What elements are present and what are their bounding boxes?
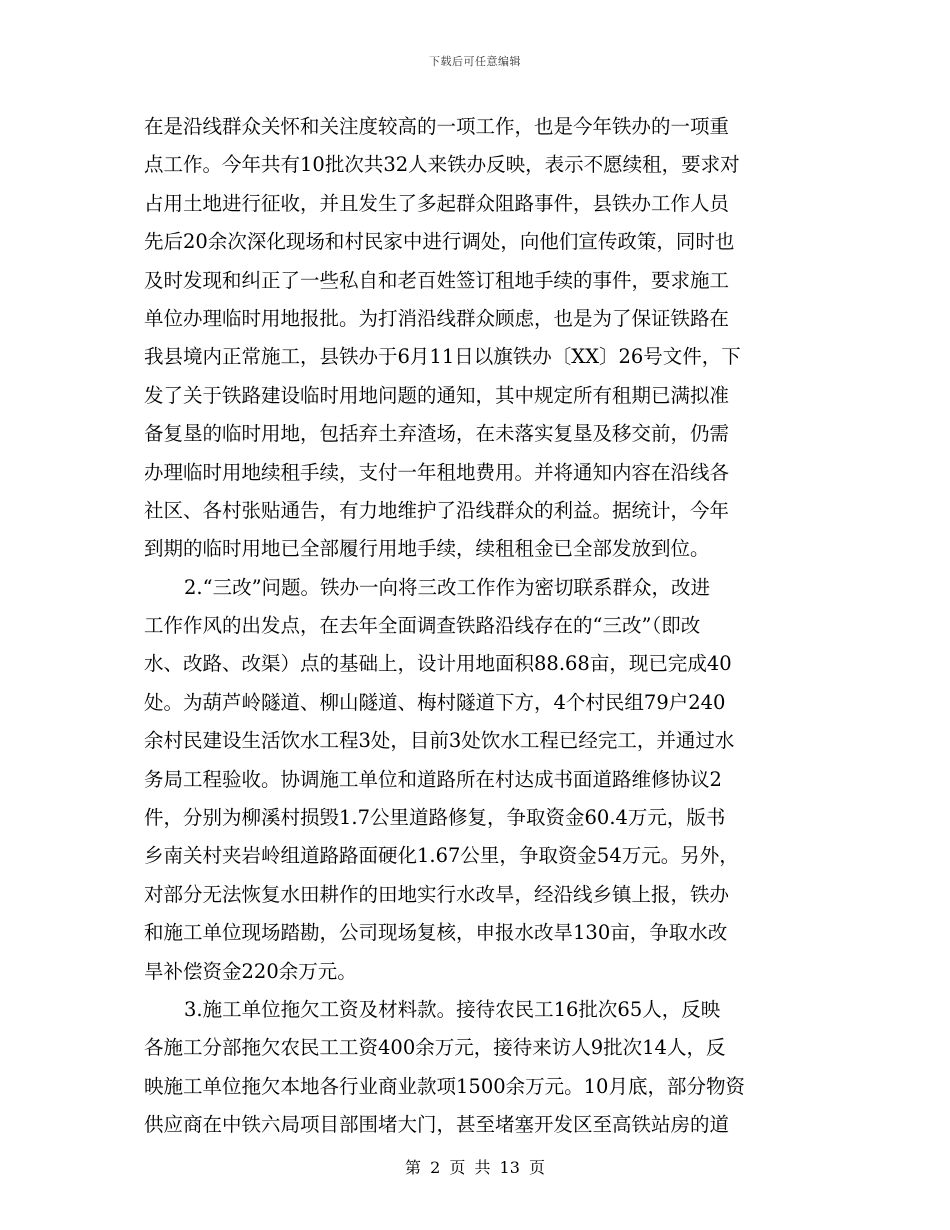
text-line: 发了关于铁路建设临时用地问题的通知，其中规定所有租期已满拟准 <box>144 383 730 407</box>
text-line: 社区、各村张贴通告，有力地维护了沿线群众的利益。据统计，今年 <box>144 498 730 522</box>
text-line: 单位办理临时用地报批。为打消沿线群众顾虑，也是为了保证铁路在 <box>144 306 730 330</box>
text-line: 和施工单位现场踏勘，公司现场复核，申报水改旱130亩，争取水改 <box>144 921 728 945</box>
text-line: 我县境内正常施工，县铁办于6月11日以旗铁办〔XX〕26号文件，下 <box>144 345 741 369</box>
text-line: 备复垦的临时用地，包括弃土弃渣场，在未落实复垦及移交前，仍需 <box>144 422 730 446</box>
paragraph-start-line: 3.施工单位拖欠工资及材料款。接待农民工16批次65人，反映 <box>184 997 721 1021</box>
text-line: 处。为葫芦岭隧道、柳山隧道、梅村隧道下方，4个村民组79户240 <box>144 690 726 714</box>
text-line: 及时发现和纠正了一些私自和老百姓签订租地手续的事件，要求施工 <box>144 268 730 292</box>
text-line: 旱补偿资金220余万元。 <box>144 959 357 983</box>
document-body <box>144 108 794 1145</box>
text-line: 件，分别为柳溪村损毁1.7公里道路修复，争取资金60.4万元，版书 <box>144 806 726 830</box>
text-line: 先后20余次深化现场和村民家中进行调处，向他们宣传政策，同时也 <box>144 230 735 254</box>
text-line: 工作作风的出发点，在去年全面调查铁路沿线存在的“三改”（即改 <box>144 614 701 638</box>
page-number-footer: 第 2 页 共 13 页 <box>405 1158 545 1177</box>
text-line: 余村民建设生活饮水工程3处，目前3处饮水工程已经完工，并通过水 <box>144 729 735 753</box>
text-line: 水、改路、改渠）点的基础上，设计用地面积88.68亩，现已完成40 <box>144 652 732 676</box>
text-line: 在是沿线群众关怀和关注度较高的一项工作，也是今年铁办的一项重 <box>144 115 730 138</box>
text-line: 办理临时用地续租手续，支付一年租地费用。并将通知内容在沿线各 <box>144 460 730 484</box>
text-line: 各施工分部拖欠农民工工资400余万元，接待来访人9批次14人，反 <box>144 1036 726 1060</box>
text-line: 点工作。今年共有10批次共32人来铁办反映，表示不愿续租，要求对 <box>144 153 740 177</box>
text-line: 乡南关村夹岩岭组道路路面硬化1.67公里，争取资金54万元。另外， <box>144 844 739 868</box>
text-line: 到期的临时用地已全部履行用地手续，续租租金已全部发放到位。 <box>144 537 710 561</box>
text-line: 供应商在中铁六局项目部围堵大门，甚至堵塞开发区至高铁站房的道 <box>144 1113 730 1137</box>
paragraph-start-line: 2.“三改”问题。铁办一向将三改工作作为密切联系群众，改进 <box>184 575 711 599</box>
page-header: 下载后可任意编辑 <box>429 55 521 68</box>
text-line: 占用土地进行征收，并且发生了多起群众阻路事件，县铁办工作人员 <box>144 191 730 215</box>
text-line: 务局工程验收。协调施工单位和道路所在村达成书面道路维修协议2 <box>144 767 722 791</box>
text-line: 对部分无法恢复水田耕作的田地实行水改旱，经沿线乡镇上报，铁办 <box>144 882 730 906</box>
text-line: 映施工单位拖欠本地各行业商业款项1500余万元。10月底，部分物资 <box>144 1074 745 1098</box>
